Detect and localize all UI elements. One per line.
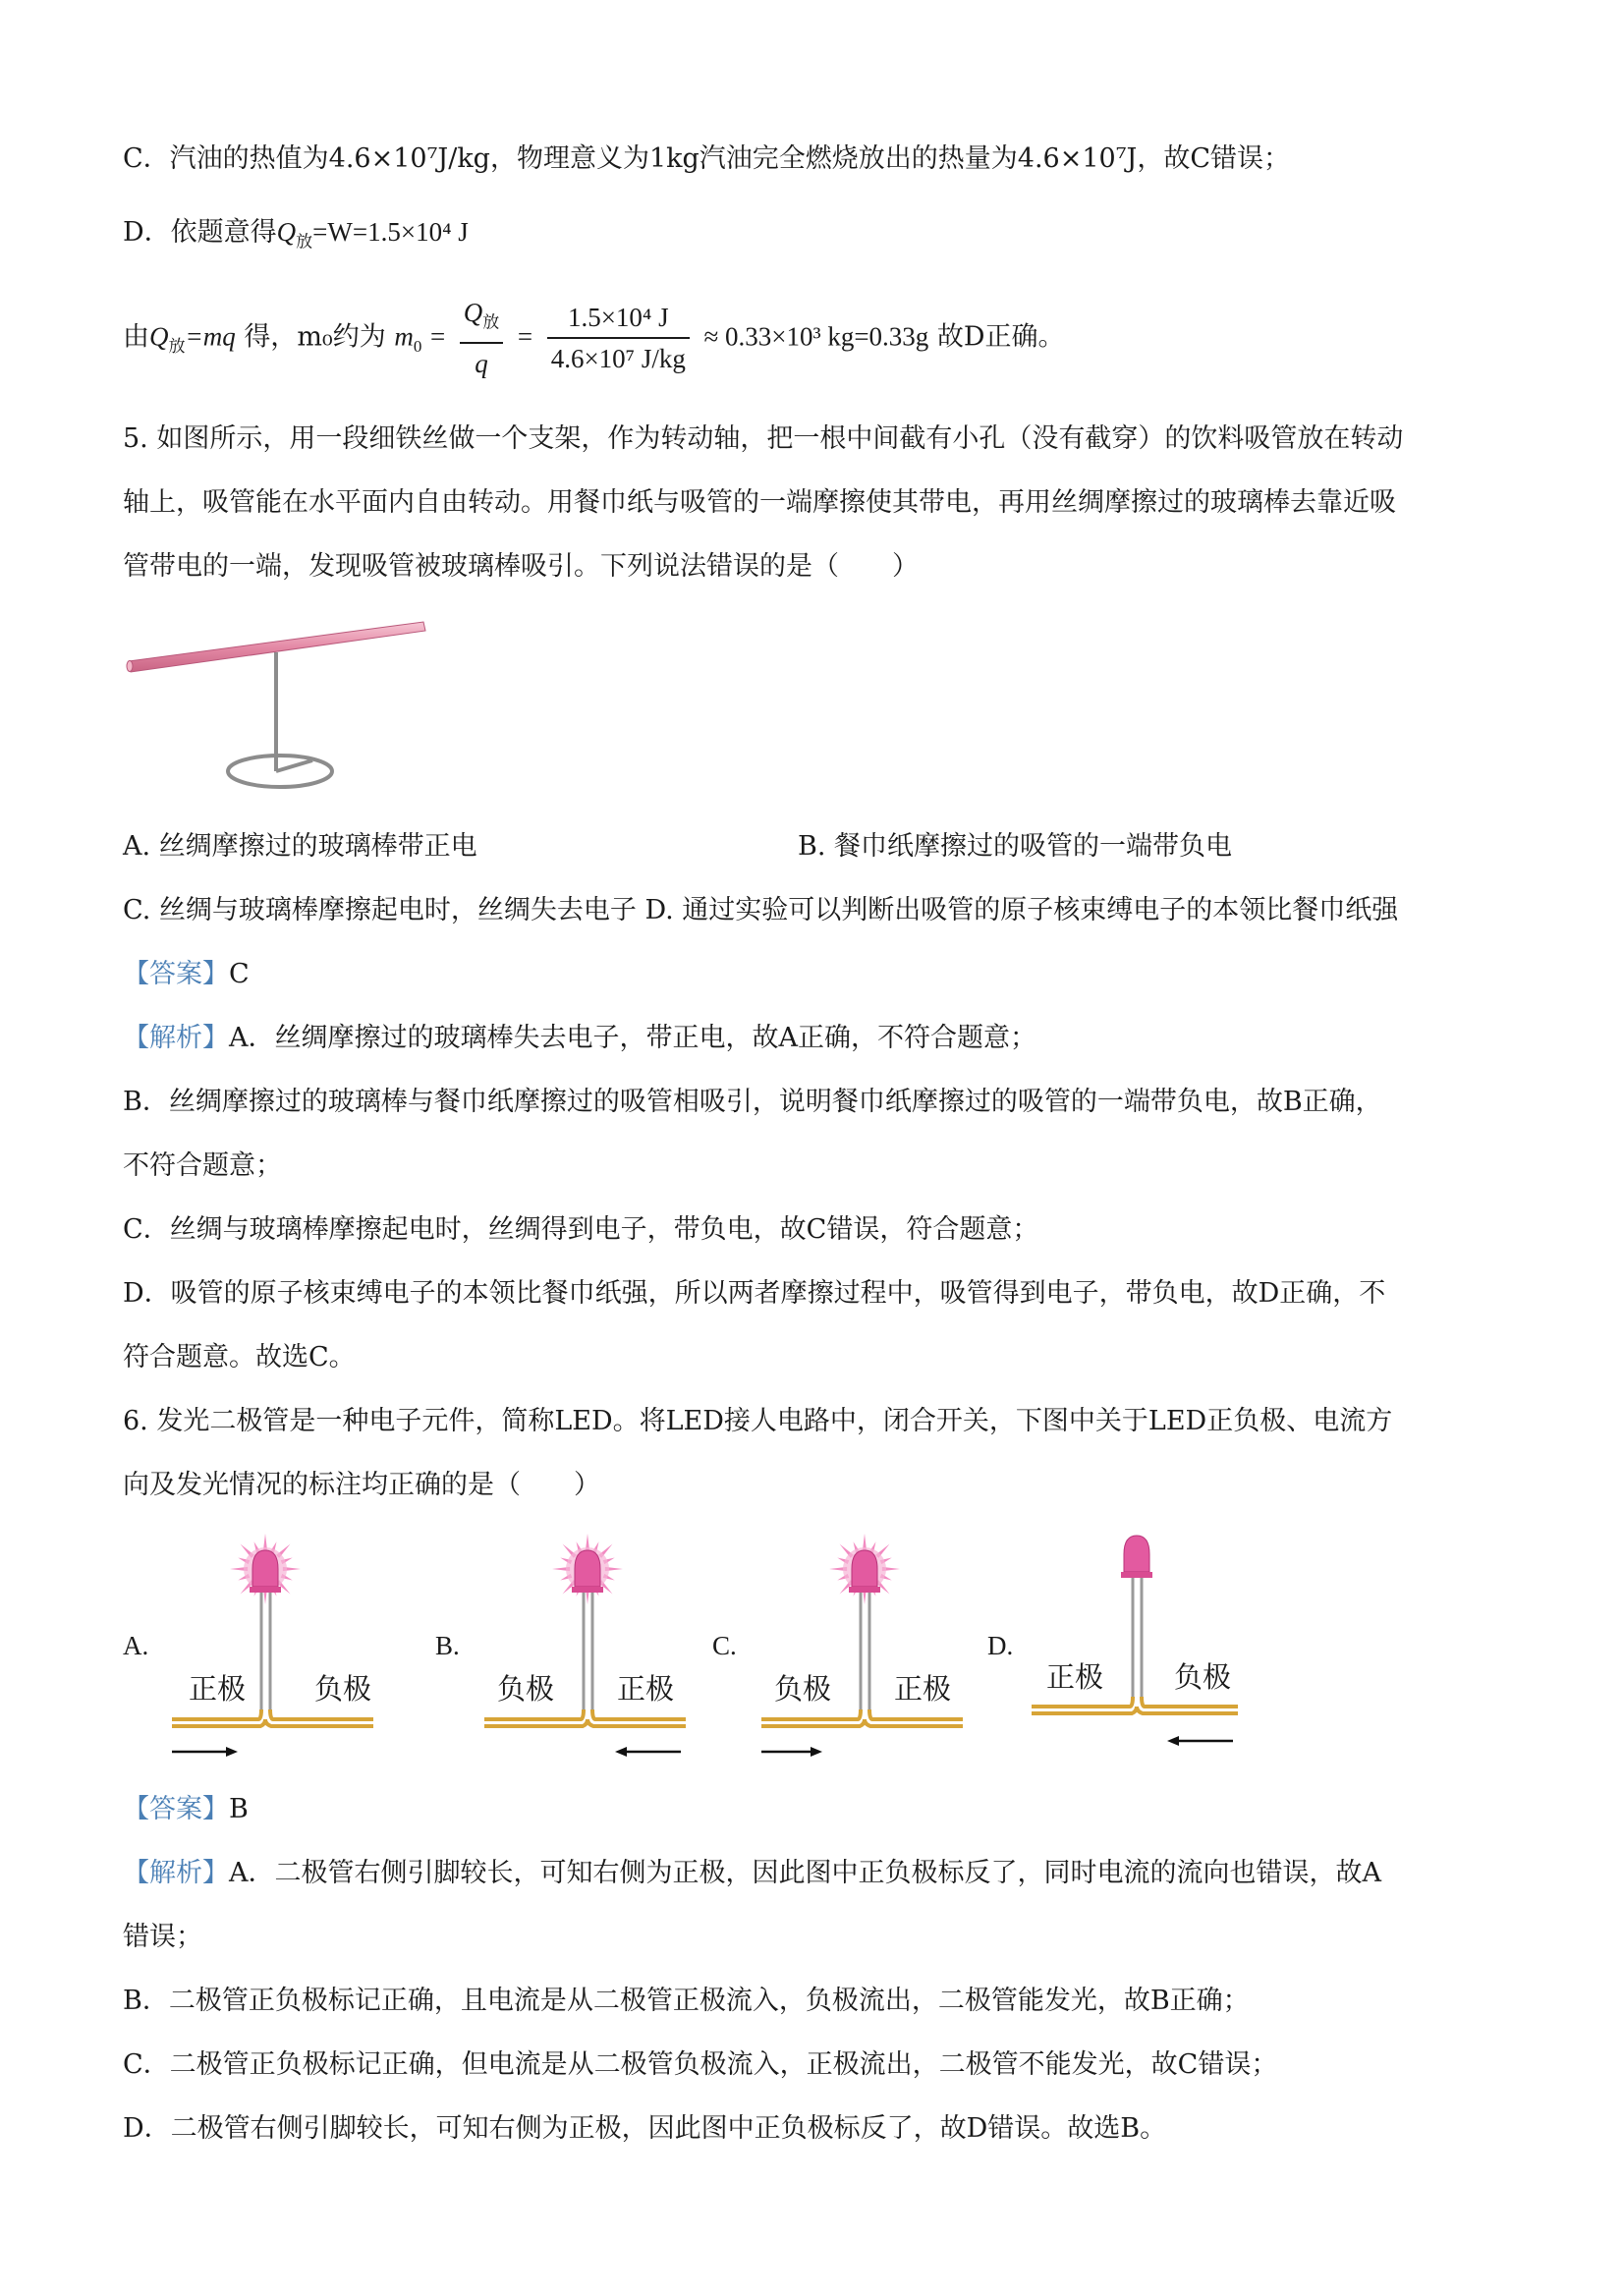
fraction-values <box>547 298 690 378</box>
led-figure-b-drawing <box>479 1528 696 1773</box>
led-bulb <box>252 1550 278 1587</box>
led-rim <box>572 1587 603 1593</box>
eq-m-subscript: 0 <box>413 337 422 357</box>
eq-q-subscript: 放 <box>168 337 186 358</box>
q6-analysis-line-2: 错误； <box>123 1922 202 1952</box>
led-bulb <box>852 1550 877 1587</box>
frac-den-q: q <box>475 349 488 379</box>
straw-on-stand-figure <box>123 611 437 798</box>
q5-analysis-line-3: 不符合题意； <box>123 1150 282 1181</box>
led-rim <box>849 1587 880 1593</box>
frac-num-sub: 放 <box>482 312 500 333</box>
right-pole-label: 负极 <box>314 1672 372 1706</box>
frac-num-value: 1.5×10⁴ J <box>547 298 690 339</box>
q5-answer <box>123 955 250 994</box>
q6-answer <box>123 1790 249 1829</box>
wire-top <box>484 1709 686 1719</box>
frac-den-value: 4.6×10⁷ J/kg <box>550 344 686 374</box>
current-arrow-head-d <box>1167 1736 1179 1746</box>
q-fang-symbol: Q <box>276 217 297 247</box>
q5-analysis-line-2: B．丝绸摩擦过的玻璃棒与餐巾纸摩擦过的吸管相吸引，说明餐巾纸摩擦过的吸管的一端带负电，故B正确， <box>123 1087 1382 1117</box>
q5-analysis-line-4: C．丝绸与玻璃棒摩擦起电时，丝绸得到电子，带负电，故C错误，符合题意； <box>123 1214 1039 1245</box>
q5-stem-line-1: 5. 如图所示，用一段细铁丝做一个支架，作为转动轴，把一根中间截有小孔（没有截穿）的饮料吸管放在转动 <box>123 423 1404 454</box>
eq-equals: = <box>429 321 446 352</box>
q-fang-subscript: 放 <box>296 232 313 252</box>
wire-top <box>761 1709 963 1719</box>
q4-option-d-analysis <box>123 212 469 261</box>
q6-analysis-line-3: B．二极管正负极标记正确，且电流是从二极管正极流入，负极流出，二极管能发光，故B正确； <box>123 1986 1250 2016</box>
stand-base-spoke <box>276 760 312 771</box>
q5-option-c-d: C. 丝绸与玻璃棒摩擦起电时，丝绸失去电子 D. 通过实验可以判断出吸管的原子核束缚电子的本领比餐巾纸强 <box>123 895 1399 925</box>
led-option-c-label: C. <box>712 1631 737 1660</box>
frac-num-q: Q <box>463 298 483 327</box>
q4-d-prefix: D．依题意得 <box>123 217 277 248</box>
fraction-q-over-q <box>460 293 504 383</box>
q5-analysis-line-1 <box>123 1019 1036 1058</box>
q5-analysis-line-6: 符合题意。故选C。 <box>123 1342 356 1372</box>
q5-option-a: A. 丝绸摩擦过的玻璃棒带正电 <box>123 831 477 862</box>
wire-top <box>1032 1697 1238 1707</box>
answer-label: 【答案】 <box>123 959 229 989</box>
led-rim <box>250 1587 281 1593</box>
led-bulb <box>1124 1536 1149 1572</box>
current-arrow-head-b <box>615 1747 627 1757</box>
answer-value: C <box>229 959 250 989</box>
eq-equals-2: = <box>517 321 533 352</box>
eq-m0-text: m₀约为 <box>297 321 386 353</box>
left-pole-label: 正极 <box>189 1672 247 1706</box>
led-figure-c-drawing <box>756 1528 973 1773</box>
q6-analysis-line-4: C．二极管正负极标记正确，但电流是从二极管负极流入，正极流出，二极管不能发光，故C错误； <box>123 2049 1278 2080</box>
led-bulb <box>575 1550 600 1587</box>
q4-option-c-analysis: C．汽油的热值为4.6×10⁷J/kg，物理意义为1kg汽油完全燃烧放出的热量为4.6×10⁷J，故C错误； <box>123 143 1291 174</box>
q5-stem-line-3: 管带电的一端，发现吸管被玻璃棒吸引。下列说法错误的是（ ） <box>123 551 919 582</box>
q6-stem-line-2: 向及发光情况的标注均正确的是（ ） <box>123 1470 600 1500</box>
q5-option-b: B. 餐巾纸摩擦过的吸管的一端带负电 <box>798 831 1233 862</box>
eq-mq: =mq <box>185 321 236 352</box>
led-rim <box>1121 1572 1152 1578</box>
left-pole-label: 负极 <box>774 1672 832 1706</box>
q4-mass-equation <box>123 293 1065 383</box>
answer-label: 【答案】 <box>123 1794 229 1824</box>
right-pole-label: 正极 <box>617 1672 675 1706</box>
q4-d-equation: =W=1.5×10⁴ J <box>312 217 469 247</box>
led-option-b-label: B. <box>435 1631 460 1660</box>
right-pole-label: 正极 <box>894 1672 952 1706</box>
right-pole-label: 负极 <box>1174 1660 1232 1694</box>
answer-value: B <box>229 1794 249 1824</box>
wire-top <box>172 1709 373 1719</box>
led-option-d-label: D. <box>987 1631 1014 1660</box>
led-option-a-label: A. <box>123 1631 149 1660</box>
led-figure-a-drawing <box>167 1528 383 1773</box>
eq-de: 得， <box>244 321 298 353</box>
analysis-label: 【解析】 <box>123 1023 229 1053</box>
left-pole-label: 正极 <box>1046 1660 1104 1694</box>
analysis-text: A．二极管右侧引脚较长，可知右侧为正极，因此图中正负极标反了，同时电流的流向也错误，故A <box>229 1858 1381 1888</box>
led-figure-d-drawing <box>1027 1528 1253 1773</box>
eq-q-symbol: Q <box>149 321 169 352</box>
eq-m-symbol: m <box>394 321 414 352</box>
led-figure-c <box>756 1528 973 1773</box>
q6-analysis-line-5: D．二极管右侧引脚较长，可知右侧为正极，因此图中正负极标反了，故D错误。故选B。 <box>123 2113 1167 2144</box>
straw-end <box>127 661 133 672</box>
q6-analysis-line-1 <box>123 1854 1381 1893</box>
eq-lead: 由 <box>123 321 149 353</box>
analysis-text: A．丝绸摩擦过的玻璃棒失去电子，带正电，故A正确，不符合题意； <box>229 1023 1036 1053</box>
current-arrow-head-a <box>226 1747 238 1757</box>
q6-stem-line-1: 6. 发光二极管是一种电子元件，简称LED。将LED接人电路中，闭合开关，下图中关于LED正负极、电流方 <box>123 1406 1393 1436</box>
current-arrow-head-c <box>811 1747 822 1757</box>
analysis-label: 【解析】 <box>123 1858 229 1888</box>
q5-analysis-line-5: D．吸管的原子核束缚电子的本领比餐巾纸强，所以两者摩擦过程中，吸管得到电子，带负电，故D正确，不 <box>123 1278 1386 1309</box>
eq-tail: 故D正确。 <box>936 321 1065 353</box>
eq-result: ≈ 0.33×10³ kg=0.33g <box>703 321 929 352</box>
q5-stem-line-2: 轴上，吸管能在水平面内自由转动。用餐巾纸与吸管的一端摩擦使其带电，再用丝绸摩擦过的玻璃棒去靠近吸 <box>123 487 1396 518</box>
left-pole-label: 负极 <box>497 1672 555 1706</box>
led-figure-d <box>1027 1528 1253 1773</box>
led-figure-a <box>167 1528 383 1773</box>
led-figure-b <box>479 1528 696 1773</box>
